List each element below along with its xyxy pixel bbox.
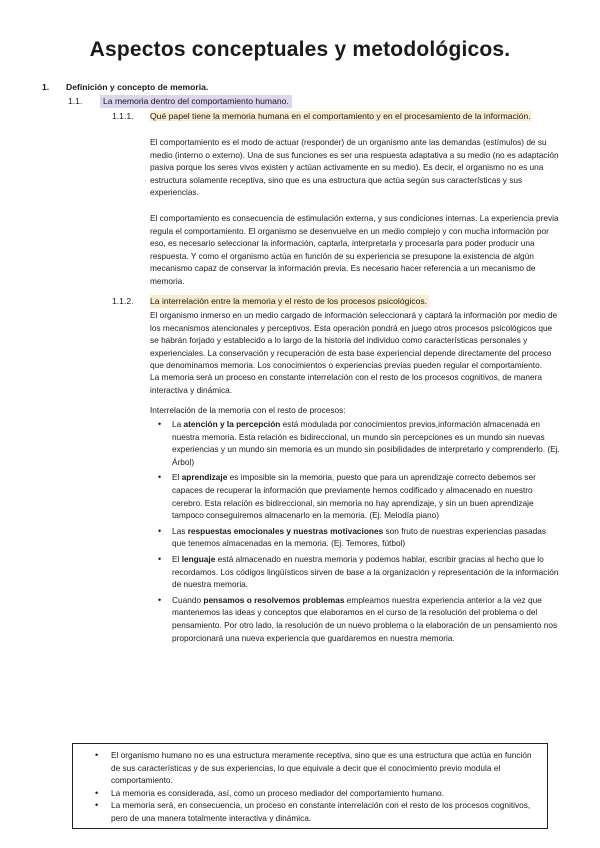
paragraph-organismo-inmerso: El organismo inmerso en un medio cargado de información seleccionará y captará la información por medio de los mecanismos atencionales y perceptivos. Esta operación pondrá en juego otros procesos psicológicos que se habrán forjado y establecido a lo largo de la historia del individuo como características personales y experienciales. La conservación y recuperación de esta base experiencial depende directamente del proceso que denominamos memoria. Los conocimientos o experiencias previas pueden regular el comportamiento.	[150, 310, 558, 371]
paragraph-memoria-interrelacion: La memoria será un proceso en constante interrelación con el resto de los procesos cognitivos, de manera interactiva y dinámica.	[150, 372, 543, 395]
bullet-icon: •	[158, 525, 162, 536]
bullet-icon: •	[95, 787, 99, 798]
section-1-1-title: La memoria dentro del comportamiento humano.	[100, 95, 292, 108]
section-1-1-2-title: La interrelación entre la memoria y el resto de los procesos psicológicos.	[150, 296, 428, 306]
keyword: atención y la percepción	[183, 419, 281, 429]
paragraph-comportamiento: El comportamiento es el modo de actuar (responder) de un organismo ante las demandas (estímulos) de su medio (interno o externo). Una de sus funciones es ser una respuesta adaptativa a su medio (no es adaptación pasiva porque los seres vivos existen y actúan activamente en su medio). Es decir, el organismo no es una estructura solamente receptiva, sino que es una estructura que actúa según sus características y sus experiencias.	[150, 137, 559, 198]
list-item: • Cuando pensamos o resolvemos problemas empleamos nuestra experiencia anterior a la vez que mantenemos las ideas y conceptos que elaboramos en el curso de la resolución del problema o del pensamiento. Por otro lado, la resolución de un nuevo problema o la elaboración de un pensamiento nos proporcionará una nueva experiencia que guardaremos en nuestra memoria.	[158, 594, 558, 643]
list-item: • El aprendizaje es imposible sin la memoria, puesto que para un aprendizaje correcto debemos ser capaces de recuperar la información que previamente hemos codificado y almacenado en nuestro cerebro. Esta relación es bidireccional, sin memoria no hay aprendizaje, y sin un buen aprendizaje tampoco conseguiremos almacenarlo en la memoria. (Ej. Melodía piano)	[158, 472, 536, 521]
summary-item: • La memoria será, en consecuencia, un proceso en constante interrelación con el resto de los procesos cognitivos, pero de una manera totalmente interactiva y dinámica.	[95, 800, 531, 823]
section-1-1-1-heading	[150, 110, 560, 123]
section-1-1-number: 1.1.	[68, 96, 83, 106]
summary-list	[87, 749, 539, 825]
summary-item: • La memoria es considerada, así, como un proceso mediador del comportamiento humano.	[95, 787, 444, 798]
section-1-1-1-number: 1.1.1.	[112, 111, 134, 121]
bullet-icon: •	[158, 594, 162, 605]
bullet-icon: •	[95, 800, 99, 811]
paragraph-interrelacion-intro: Interrelación de la memoria con el resto de procesos:	[150, 405, 346, 415]
section-1-1-1-title: Qué papel tiene la memoria humana en el comportamiento y en el procesamiento de la información.	[150, 111, 531, 121]
bullet-icon: •	[158, 472, 162, 483]
keyword: lenguaje	[181, 553, 216, 564]
section-1-title: Definición y concepto de memoria.	[66, 82, 209, 92]
keyword: aprendizaje	[181, 472, 228, 483]
summary-box	[72, 743, 548, 829]
interrelation-list	[150, 418, 562, 647]
list-item: • La atención y la percepción está modulada por conocimientos previos,información almacenada en nuestra memoria. Esta relación es bidireccional, un mundo sin percepciones es un mundo sin nuevas experiencias y un mundo sin memoria es un mundo sin posibilidades de interpretarlo y comprenderlo. (Ej. Árbol)	[158, 419, 560, 467]
bullet-icon: •	[158, 419, 162, 429]
bullet-icon: •	[95, 750, 99, 760]
section-1-number: 1.	[42, 82, 50, 92]
paragraph-consecuencia: El comportamiento es consecuencia de estimulación externa, y sus condiciones internas. La experiencia previa regula el comportamiento. El organismo se desenvuelve en un medio complejo y con mucha información por eso, es necesario seleccionar la información, captarla, interpretarla y procesarla para poder producir una respuesta. Y como el organismo actúa en función de su experiencia se presupone la existencia de algún mecanismo capaz de conservar la información previa. Es necesario hacer referencia a un mecanismo de memoria.	[150, 213, 559, 286]
section-1-1-2-number: 1.1.2.	[112, 296, 134, 306]
page-title: Aspectos conceptuales y metodológicos.	[89, 38, 511, 61]
list-item: • Las respuestas emocionales y nuestras motivaciones son fruto de nuestras experiencias pasadas que tenemos almacenadas en la memoria. (Ej. Temores, fútbol)	[158, 525, 547, 549]
bullet-icon: •	[158, 553, 162, 564]
summary-item: • El organismo humano no es una estructura meramente receptiva, sino que es una estructura que actúa en función de sus características y de sus experiencias, lo que equivale a decir que el conocimiento previo modula el comportamiento.	[95, 750, 532, 786]
keyword: pensamos o resolvemos problemas	[203, 594, 345, 605]
keyword: respuestas emocionales y nuestras motivaciones	[187, 525, 384, 536]
list-item: • El lenguaje está almacenado en nuestra memoria y podemos hablar, escribir gracias al hecho que lo recordamos. Los códigos lingüísticos sirven de base a la organización y representación de la información de nuestra memoria.	[158, 553, 559, 590]
